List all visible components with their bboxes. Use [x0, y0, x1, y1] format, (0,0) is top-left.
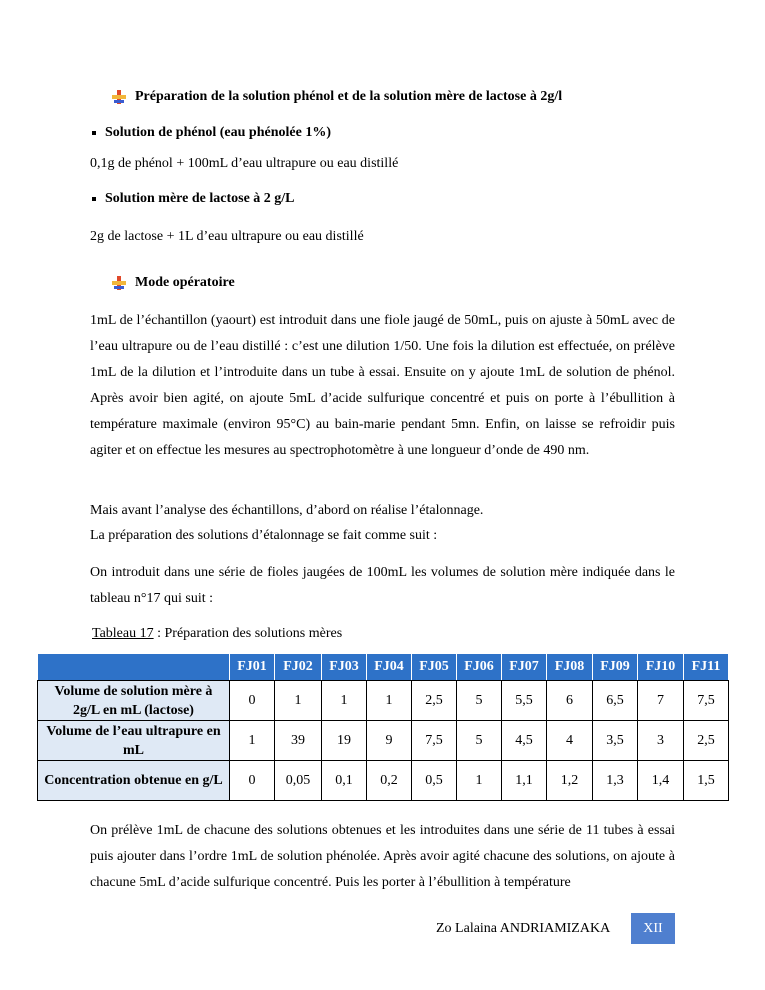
phenol-recipe: 0,1g de phénol + 100mL d’eau ultrapure ou eau distillé [90, 156, 399, 171]
table-cell: 2,5 [412, 681, 457, 721]
table-row [38, 721, 729, 761]
table-cell: 0,1 [322, 761, 367, 801]
header-cell: FJ03 [322, 654, 367, 681]
table-cell: 4,5 [502, 721, 547, 761]
calibration-intro-line1: Mais avant l’analyse des échantillons, d’abord on réalise l’étalonnage. [90, 503, 484, 518]
phenol-subheading-text: Solution de phénol (eau phénolée 1%) [105, 125, 331, 140]
table-cell: 6 [547, 681, 593, 721]
square-bullet-icon [92, 131, 96, 135]
table-cell: 4 [547, 721, 593, 761]
square-bullet-icon [92, 197, 96, 201]
table-caption [92, 626, 342, 642]
table-cell: 5,5 [502, 681, 547, 721]
table-cell: 0,05 [275, 761, 322, 801]
calibration-intro-line2: La préparation des solutions d’étalonnage se fait comme suit : [90, 528, 438, 543]
preparation-heading [112, 89, 562, 105]
table-cell: 5 [457, 721, 502, 761]
table-cell: 1,2 [547, 761, 593, 801]
table-cell: 1 [367, 681, 412, 721]
table-cell: 7,5 [412, 721, 457, 761]
table-cell: 7 [638, 681, 684, 721]
header-cell: FJ09 [593, 654, 638, 681]
row-label: Volume de l’eau ultrapure en mL [38, 721, 230, 761]
table-cell: 2,5 [684, 721, 729, 761]
header-cell: FJ05 [412, 654, 457, 681]
lactose-subheading [90, 191, 295, 207]
table-cell: 9 [367, 721, 412, 761]
header-cell: FJ08 [547, 654, 593, 681]
table-cell: 7,5 [684, 681, 729, 721]
phenol-subheading [90, 125, 331, 141]
table-header-row [38, 654, 729, 681]
colored-cross-bullet-icon [112, 276, 126, 290]
lactose-recipe: 2g de lactose + 1L d’eau ultrapure ou eau distillé [90, 229, 364, 244]
table-cell: 1,5 [684, 761, 729, 801]
footer-author: Zo Lalaina ANDRIAMIZAKA [436, 921, 611, 936]
table-cell: 0 [230, 761, 275, 801]
table-intro-paragraph: On introduit dans une série de fioles jaugées de 100mL les volumes de solution mère indiquée dans le tableau n°17 qui suit : [90, 565, 675, 606]
solutions-table [37, 653, 729, 801]
table-cell: 0,5 [412, 761, 457, 801]
table-cell: 0 [230, 681, 275, 721]
procedure-continued-paragraph: On prélève 1mL de chacune des solutions obtenues et les introduites dans une série de 11 tubes à essai puis ajouter dans l’ordre 1mL de solution phénolée. Après avoir agité chacune des solutions, on ajoute à chacune 5mL d’acide sulfurique concentré. Puis les porter à l’ébullition à température [90, 823, 675, 890]
header-cell: FJ06 [457, 654, 502, 681]
table-cell: 1 [457, 761, 502, 801]
row-label: Volume de solution mère à 2g/L en mL (lactose) [38, 681, 230, 721]
table-row [38, 761, 729, 801]
procedure-paragraph: 1mL de l’échantillon (yaourt) est introduit dans une fiole jaugé de 50mL, puis on ajuste à 50mL avec de l’eau ultrapure ou de l’eau distillé : c’est une dilution 1/50. Une fois la dilution est effectuée, on prélève 1mL de la dilution et l’introduite dans un tube à essai. Ensuite on y ajoute 1mL de solution de phénol. Après avoir bien agité, on ajoute 5mL d’acide sulfurique concentré et puis on porte à l’ébullition à température maximale (environ 95°C) au bain-marie pendant 5mn. Enfin, on laisse se refroidir puis agiter et on effectue les mesures au spectrophotomètre à une longueur d’onde de 490 nm. [90, 313, 675, 458]
table-cell: 1 [275, 681, 322, 721]
row-label: Concentration obtenue en g/L [38, 761, 230, 801]
mode-heading [112, 275, 235, 291]
table-caption-text: : Préparation des solutions mères [153, 626, 343, 641]
header-cell: FJ07 [502, 654, 547, 681]
mode-heading-text: Mode opératoire [135, 275, 235, 290]
table-cell: 3 [638, 721, 684, 761]
table-cell: 6,5 [593, 681, 638, 721]
table-row [38, 681, 729, 721]
lactose-subheading-text: Solution mère de lactose à 2 g/L [105, 191, 295, 206]
page-number-badge: XII [631, 913, 675, 944]
table-cell: 19 [322, 721, 367, 761]
table-cell: 1,4 [638, 761, 684, 801]
table-cell: 1,3 [593, 761, 638, 801]
header-cell: FJ01 [230, 654, 275, 681]
table-caption-label: Tableau 17 [92, 626, 154, 641]
header-cell: FJ04 [367, 654, 412, 681]
table-cell: 5 [457, 681, 502, 721]
colored-cross-bullet-icon [112, 90, 126, 104]
header-cell: FJ11 [684, 654, 729, 681]
table-cell: 1 [322, 681, 367, 721]
table-cell: 3,5 [593, 721, 638, 761]
table-corner-cell [38, 654, 230, 681]
preparation-heading-text: Préparation de la solution phénol et de la solution mère de lactose à 2g/l [135, 89, 563, 104]
table-cell: 0,2 [367, 761, 412, 801]
table-cell: 39 [275, 721, 322, 761]
header-cell: FJ10 [638, 654, 684, 681]
table-cell: 1,1 [502, 761, 547, 801]
header-cell: FJ02 [275, 654, 322, 681]
table-cell: 1 [230, 721, 275, 761]
